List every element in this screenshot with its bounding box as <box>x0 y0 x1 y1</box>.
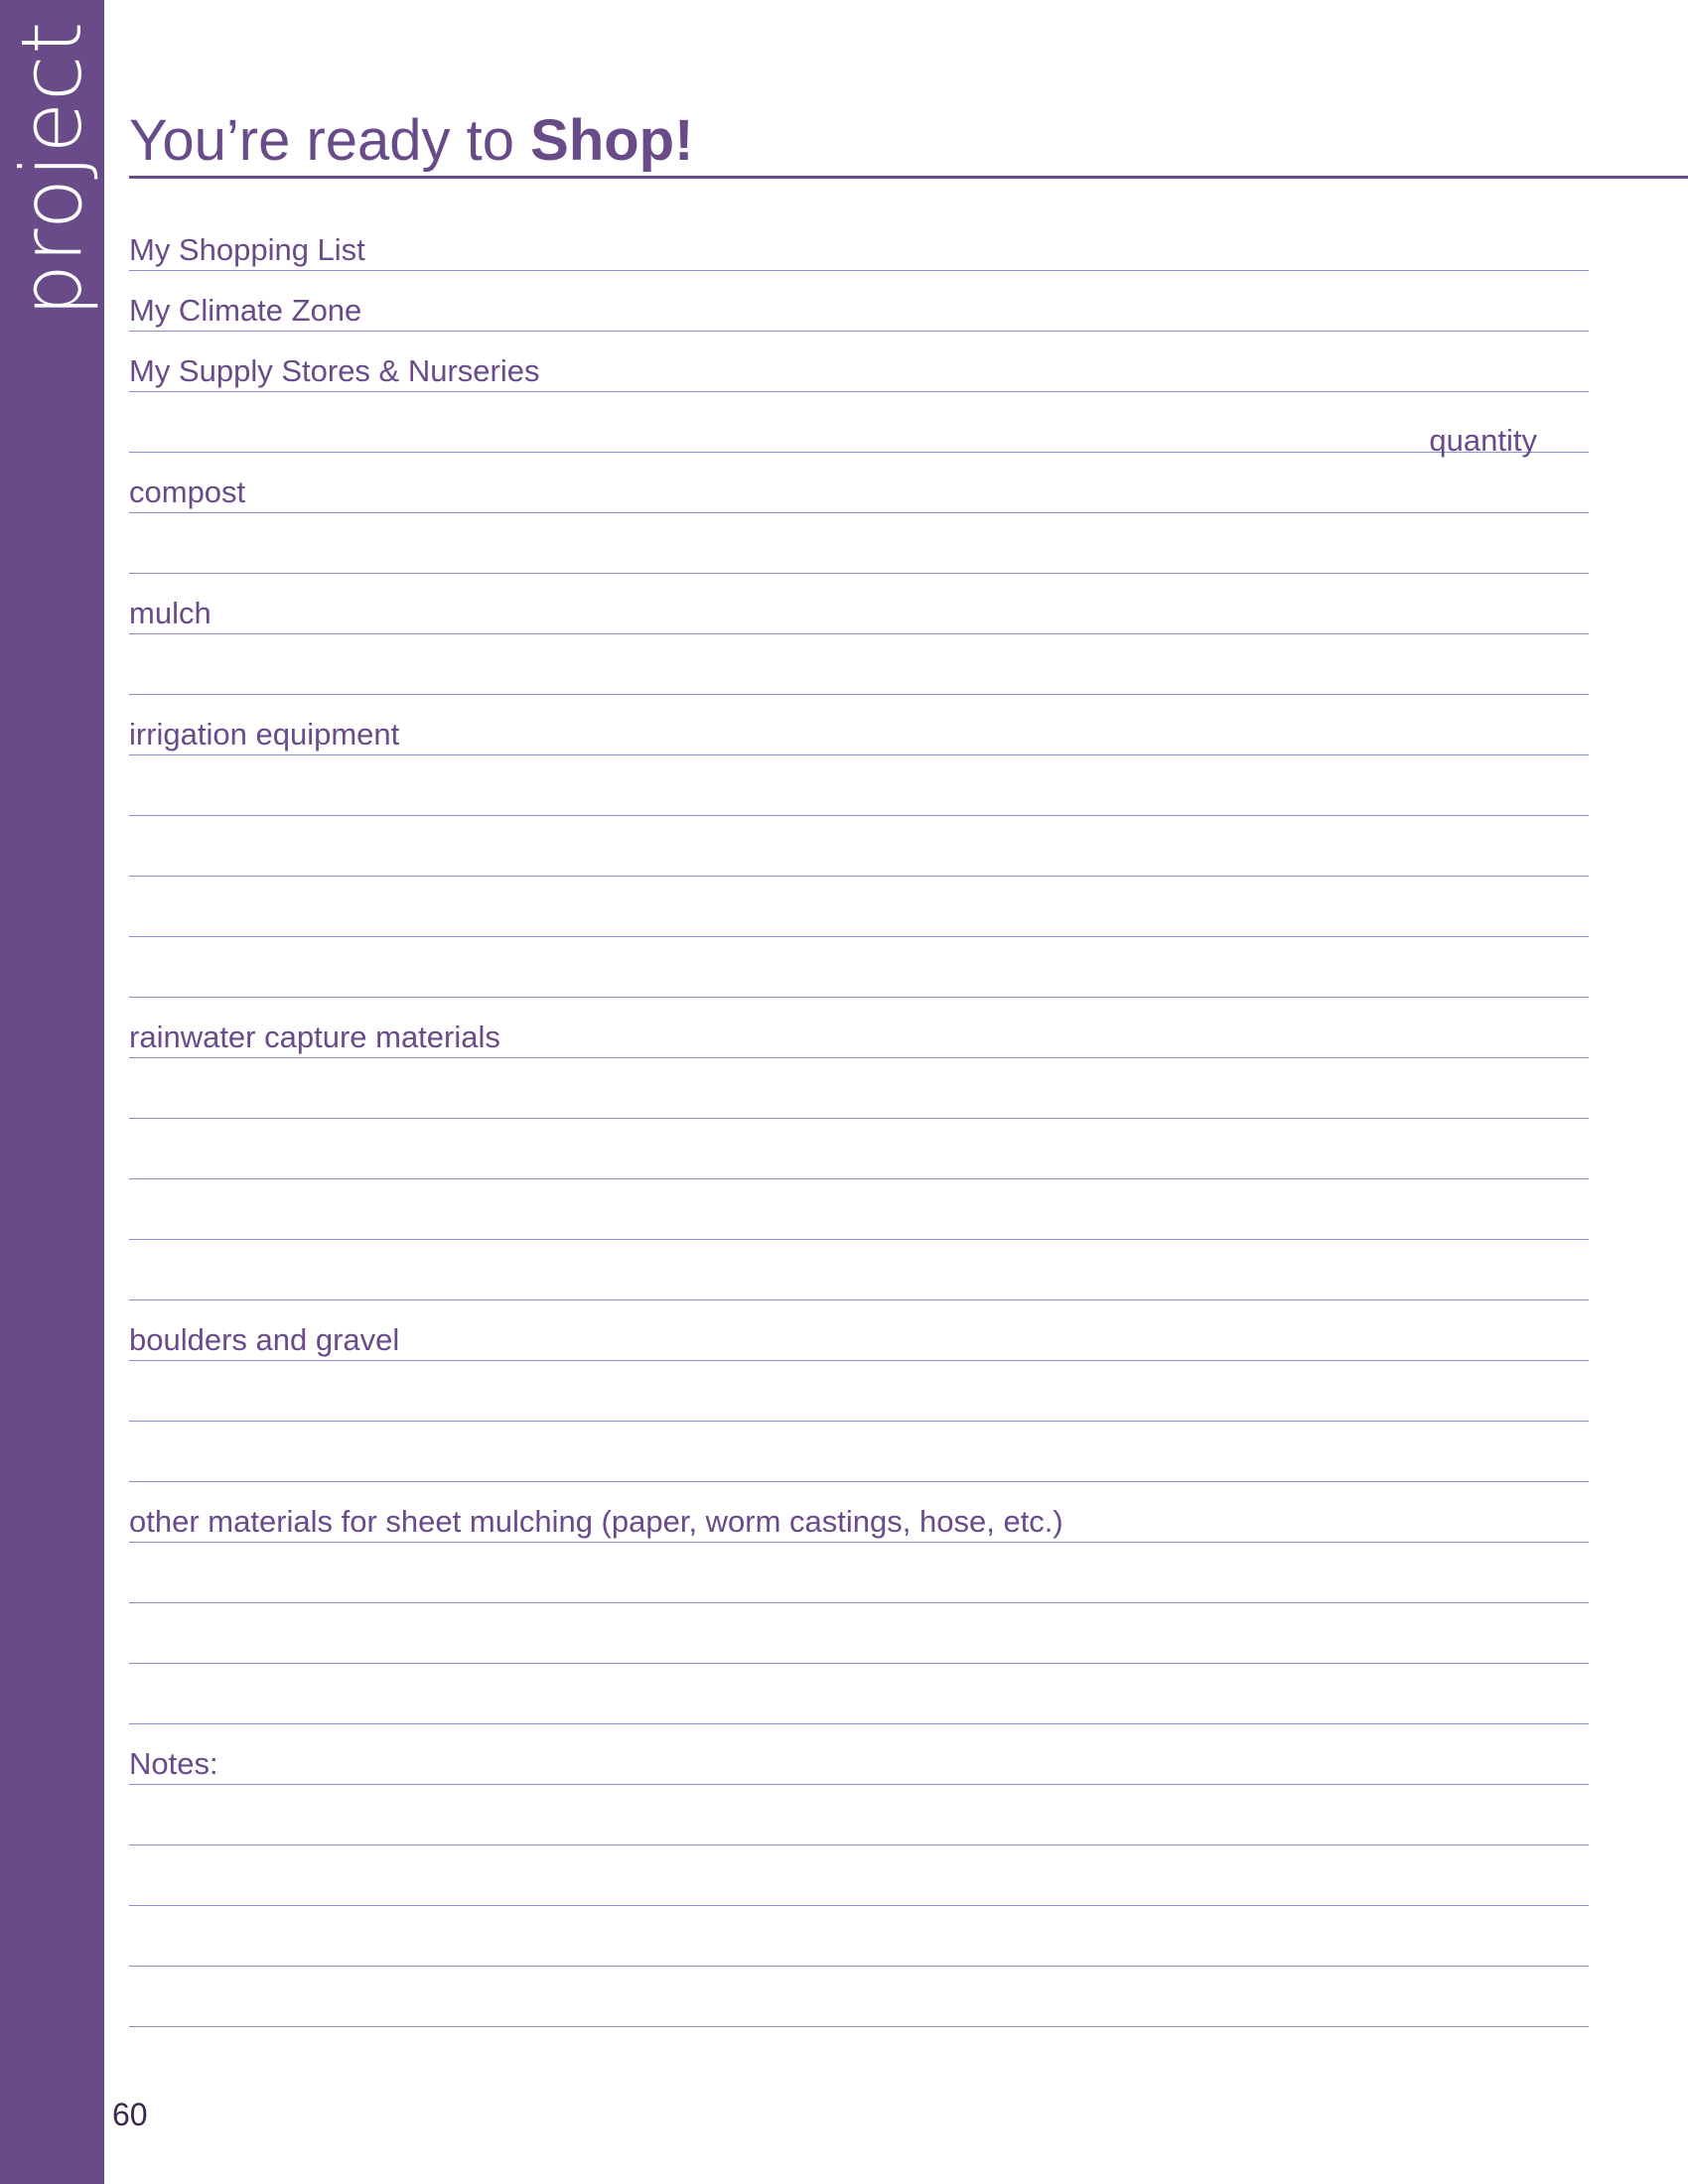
form-line-blank[interactable] <box>129 512 1589 574</box>
form-line-blank[interactable] <box>129 1542 1589 1603</box>
title-bold: Shop! <box>530 108 694 173</box>
form-line-labeled[interactable] <box>129 1481 1589 1543</box>
form-line-blank[interactable] <box>129 1844 1589 1906</box>
form-line-labeled[interactable] <box>129 997 1589 1058</box>
form-line-label: rainwater capture materials <box>129 1020 500 1054</box>
form-line-blank[interactable] <box>129 1360 1589 1422</box>
page-title <box>129 107 693 174</box>
form-line-labeled[interactable] <box>129 1723 1589 1785</box>
form-line-blank[interactable] <box>129 754 1589 816</box>
form-line-blank[interactable] <box>129 936 1589 998</box>
title-prefix: You’re ready to <box>129 108 531 173</box>
form-line-blank[interactable] <box>129 876 1589 937</box>
form-line-blank[interactable] <box>129 815 1589 877</box>
form-line-blank[interactable] <box>129 1784 1589 1845</box>
form-line-blank[interactable] <box>129 391 1589 458</box>
form-line-blank[interactable] <box>129 1602 1589 1664</box>
form-line-blank[interactable] <box>129 1663 1589 1724</box>
form-line-label: My Supply Stores & Nurseries <box>129 353 540 388</box>
form-line-label: mulch <box>129 596 211 630</box>
form-line-blank[interactable] <box>129 1178 1589 1240</box>
form-line-label: boulders and gravel <box>129 1322 400 1357</box>
form-line-label: irrigation equipment <box>129 717 400 751</box>
form-line-blank[interactable] <box>129 1239 1589 1300</box>
form-line-blank[interactable] <box>129 1905 1589 1967</box>
form-line-label: My Climate Zone <box>129 293 362 328</box>
form-line-labeled[interactable] <box>129 331 1589 392</box>
form-line-labeled[interactable] <box>129 270 1589 332</box>
form-line-blank[interactable] <box>129 1057 1589 1119</box>
form-line-labeled[interactable] <box>129 1299 1589 1361</box>
form-line-blank[interactable] <box>129 1118 1589 1179</box>
form-line-labeled[interactable] <box>129 452 1589 513</box>
form-line-labeled[interactable] <box>129 573 1589 634</box>
form-line-blank[interactable] <box>129 1421 1589 1482</box>
title-rule <box>129 176 1688 179</box>
sidebar-word: project <box>3 20 100 318</box>
form-line-label: compost <box>129 475 246 509</box>
quantity-heading: quantity <box>1429 423 1537 458</box>
page-number: 60 <box>112 2097 148 2132</box>
form-line-label: My Shopping List <box>129 232 365 267</box>
form-line-blank[interactable] <box>129 1966 1589 2027</box>
form-line-blank[interactable] <box>129 633 1589 695</box>
sidebar-band <box>0 0 104 2184</box>
form-line-labeled[interactable] <box>129 694 1589 755</box>
form-line-labeled[interactable] <box>129 209 1589 271</box>
form-line-label: Notes: <box>129 1746 218 1781</box>
form-line-label: other materials for sheet mulching (paper, worm castings, hose, etc.) <box>129 1504 1063 1539</box>
